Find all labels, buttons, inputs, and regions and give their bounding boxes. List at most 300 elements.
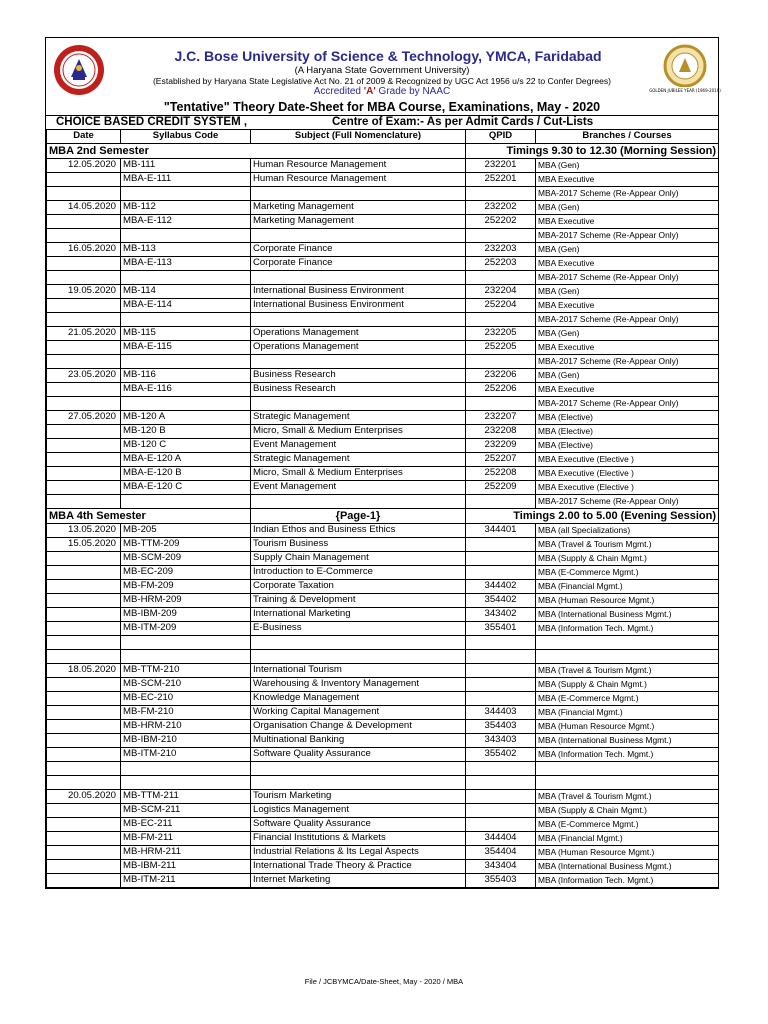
branch: MBA-2017 Scheme (Re-Appear Only) (536, 313, 719, 327)
qpid: 232203 (466, 243, 536, 257)
syllabus-code (121, 229, 251, 243)
syllabus-code: MB-HRM-211 (121, 846, 251, 860)
exam-date: 21.05.2020 (47, 327, 121, 341)
exam-date (47, 425, 121, 439)
subject: International Business Environment (251, 299, 466, 313)
establishment-note: (Established by Haryana State Legislative Act No. 21 of 2009 & Recognized by UGC Act 1956 u/s 22 to Confer Degrees) (152, 76, 612, 86)
branch: MBA (Gen) (536, 327, 719, 341)
qpid: 355403 (466, 874, 536, 888)
syllabus-code: MB-HRM-209 (121, 594, 251, 608)
subject: Event Management (251, 481, 466, 495)
branch: MBA-2017 Scheme (Re-Appear Only) (536, 187, 719, 201)
qpid (466, 187, 536, 201)
qpid: 232201 (466, 159, 536, 173)
branch: MBA (E-Commerce Mgmt.) (536, 818, 719, 832)
branch: MBA (Information Tech. Mgmt.) (536, 874, 719, 888)
semester-2-timing: Timings 9.30 to 12.30 (Morning Session) (466, 144, 719, 159)
branch: MBA (Human Resource Mgmt.) (536, 720, 719, 734)
qpid: 355402 (466, 748, 536, 762)
qpid (466, 790, 536, 804)
syllabus-code: MB-TTM-209 (121, 538, 251, 552)
qpid (466, 397, 536, 411)
col-branches: Branches / Courses (536, 130, 719, 144)
syllabus-code: MB-111 (121, 159, 251, 173)
table-row (47, 215, 719, 229)
table-row (47, 383, 719, 397)
branch: MBA Executive (Elective ) (536, 467, 719, 481)
branch: MBA (Financial Mgmt.) (536, 832, 719, 846)
qpid: 252207 (466, 453, 536, 467)
table-row (47, 425, 719, 439)
subject: Introduction to E-Commerce (251, 566, 466, 580)
exam-date (47, 874, 121, 888)
qpid: 252201 (466, 173, 536, 187)
semester-4-heading (47, 509, 719, 524)
qpid: 252208 (466, 467, 536, 481)
qpid (466, 495, 536, 509)
exam-date (47, 748, 121, 762)
file-footer: File / JCBYMCA/Date-Sheet, May - 2020 / MBA (304, 977, 464, 986)
qpid: 344402 (466, 580, 536, 594)
qpid: 343403 (466, 734, 536, 748)
exam-date (47, 734, 121, 748)
qpid: 232206 (466, 369, 536, 383)
syllabus-code: MBA-E-113 (121, 257, 251, 271)
branch (536, 650, 719, 664)
subject: E-Business (251, 622, 466, 636)
table-row (47, 678, 719, 692)
exam-date: 19.05.2020 (47, 285, 121, 299)
syllabus-code: MB-SCM-211 (121, 804, 251, 818)
subject: Operations Management (251, 327, 466, 341)
subject: Corporate Taxation (251, 580, 466, 594)
subject (251, 271, 466, 285)
qpid (466, 678, 536, 692)
exam-date (47, 313, 121, 327)
subject: Knowledge Management (251, 692, 466, 706)
table-row (47, 257, 719, 271)
semester-4-timing: Timings 2.00 to 5.00 (Evening Session) (466, 509, 719, 524)
exam-date: 14.05.2020 (47, 201, 121, 215)
branch: MBA-2017 Scheme (Re-Appear Only) (536, 355, 719, 369)
exam-date (47, 650, 121, 664)
schedule-table (46, 129, 719, 888)
exam-date (47, 495, 121, 509)
branch: MBA (International Business Mgmt.) (536, 734, 719, 748)
subject: Operations Management (251, 341, 466, 355)
table-row (47, 397, 719, 411)
syllabus-code: MB-205 (121, 524, 251, 538)
syllabus-code: MB-EC-209 (121, 566, 251, 580)
qpid: 354404 (466, 846, 536, 860)
branch: MBA (Supply & Chain Mgmt.) (536, 552, 719, 566)
subject: Software Quality Assurance (251, 748, 466, 762)
table-row (47, 341, 719, 355)
qpid: 232205 (466, 327, 536, 341)
branch: MBA Executive (536, 173, 719, 187)
qpid: 354402 (466, 594, 536, 608)
col-subject: Subject (Full Nomenclature) (251, 130, 466, 144)
syllabus-code: MB-113 (121, 243, 251, 257)
table-row (47, 453, 719, 467)
branch: MBA (Travel & Tourism Mgmt.) (536, 664, 719, 678)
table-row (47, 229, 719, 243)
subject: Supply Chain Management (251, 552, 466, 566)
syllabus-code (121, 355, 251, 369)
subject: International Business Environment (251, 285, 466, 299)
branch: MBA (Information Tech. Mgmt.) (536, 748, 719, 762)
syllabus-code: MB-TTM-210 (121, 664, 251, 678)
subject (251, 313, 466, 327)
subject: Corporate Finance (251, 243, 466, 257)
syllabus-code: MB-120 C (121, 439, 251, 453)
subject: Strategic Management (251, 411, 466, 425)
branch: MBA (Financial Mgmt.) (536, 706, 719, 720)
exam-date (47, 341, 121, 355)
exam-date (47, 622, 121, 636)
branch: MBA (Travel & Tourism Mgmt.) (536, 790, 719, 804)
semester-2-heading (47, 144, 719, 159)
syllabus-code: MB-SCM-210 (121, 678, 251, 692)
table-row (47, 271, 719, 285)
syllabus-code: MB-116 (121, 369, 251, 383)
table-row (47, 594, 719, 608)
subject: Warehousing & Inventory Management (251, 678, 466, 692)
table-row (47, 636, 719, 650)
table-row (47, 580, 719, 594)
syllabus-code: MBA-E-111 (121, 173, 251, 187)
subject (251, 397, 466, 411)
exam-centre-label: Centre of Exam:- As per Admit Cards / Cut-Lists (332, 116, 594, 128)
university-name: J.C. Bose University of Science & Technology, YMCA, Faridabad (174, 48, 602, 64)
page-number: {Page-1} (251, 509, 466, 524)
syllabus-code: MB-SCM-209 (121, 552, 251, 566)
exam-date (47, 187, 121, 201)
table-row (47, 495, 719, 509)
branch: MBA (Gen) (536, 369, 719, 383)
table-row (47, 734, 719, 748)
cbcs-label: CHOICE BASED CREDIT SYSTEM , (56, 116, 248, 128)
subject: Business Research (251, 383, 466, 397)
exam-date (47, 860, 121, 874)
subject: Human Resource Management (251, 159, 466, 173)
table-row (47, 524, 719, 538)
subject (251, 495, 466, 509)
qpid (466, 271, 536, 285)
branch: MBA (Gen) (536, 285, 719, 299)
qpid: 344401 (466, 524, 536, 538)
subject: Organisation Change & Development (251, 720, 466, 734)
exam-date (47, 229, 121, 243)
syllabus-code: MB-112 (121, 201, 251, 215)
syllabus-code: MB-FM-209 (121, 580, 251, 594)
branch: MBA Executive (536, 299, 719, 313)
exam-date (47, 692, 121, 706)
exam-date (47, 397, 121, 411)
exam-date (47, 818, 121, 832)
qpid: 232208 (466, 425, 536, 439)
syllabus-code (121, 397, 251, 411)
syllabus-code: MBA-E-114 (121, 299, 251, 313)
exam-date (47, 762, 121, 776)
syllabus-code: MB-FM-211 (121, 832, 251, 846)
branch: MBA-2017 Scheme (Re-Appear Only) (536, 229, 719, 243)
university-subtitle: (A Haryana State Government University) (294, 65, 470, 76)
exam-date (47, 439, 121, 453)
branch: MBA-2017 Scheme (Re-Appear Only) (536, 271, 719, 285)
exam-date (47, 608, 121, 622)
table-row (47, 538, 719, 552)
exam-date (47, 552, 121, 566)
table-row (47, 818, 719, 832)
subject (251, 229, 466, 243)
table-row (47, 860, 719, 874)
subject: International Marketing (251, 608, 466, 622)
syllabus-code (121, 313, 251, 327)
qpid: 252204 (466, 299, 536, 313)
qpid (466, 355, 536, 369)
table-row (47, 369, 719, 383)
subject: Indian Ethos and Business Ethics (251, 524, 466, 538)
syllabus-code: MB-114 (121, 285, 251, 299)
branch: MBA Executive (Elective ) (536, 481, 719, 495)
exam-date (47, 481, 121, 495)
syllabus-code: MB-HRM-210 (121, 720, 251, 734)
qpid: 232209 (466, 439, 536, 453)
branch (536, 636, 719, 650)
qpid: 344403 (466, 706, 536, 720)
syllabus-code: MB-EC-211 (121, 818, 251, 832)
subject (251, 187, 466, 201)
branch: MBA Executive (536, 215, 719, 229)
qpid (466, 229, 536, 243)
exam-date: 18.05.2020 (47, 664, 121, 678)
table-row (47, 832, 719, 846)
col-qpid: QPID (466, 130, 536, 144)
qpid (466, 650, 536, 664)
exam-date: 23.05.2020 (47, 369, 121, 383)
syllabus-code: MB-115 (121, 327, 251, 341)
exam-date (47, 173, 121, 187)
table-row (47, 313, 719, 327)
syllabus-code (121, 776, 251, 790)
syllabus-code: MB-ITM-209 (121, 622, 251, 636)
syllabus-code: MB-TTM-211 (121, 790, 251, 804)
qpid: 343404 (466, 860, 536, 874)
table-row (47, 692, 719, 706)
branch: MBA Executive (536, 341, 719, 355)
exam-date: 16.05.2020 (47, 243, 121, 257)
subject: Micro, Small & Medium Enterprises (251, 425, 466, 439)
exam-date: 20.05.2020 (47, 790, 121, 804)
qpid: 252202 (466, 215, 536, 229)
exam-date (47, 215, 121, 229)
exam-date (47, 271, 121, 285)
subject: Working Capital Management (251, 706, 466, 720)
table-row (47, 706, 719, 720)
subject: Marketing Management (251, 215, 466, 229)
branch: MBA (International Business Mgmt.) (536, 608, 719, 622)
syllabus-code (121, 271, 251, 285)
branch: MBA (Financial Mgmt.) (536, 580, 719, 594)
qpid: 252206 (466, 383, 536, 397)
qpid (466, 538, 536, 552)
table-row (47, 439, 719, 453)
syllabus-code: MB-120 B (121, 425, 251, 439)
subject: Human Resource Management (251, 173, 466, 187)
qpid (466, 692, 536, 706)
qpid: 252203 (466, 257, 536, 271)
branch: MBA (Human Resource Mgmt.) (536, 594, 719, 608)
date-sheet (45, 37, 719, 889)
table-row (47, 552, 719, 566)
exam-date (47, 299, 121, 313)
syllabus-code: MB-IBM-210 (121, 734, 251, 748)
subject: Event Management (251, 439, 466, 453)
table-row (47, 874, 719, 888)
qpid (466, 636, 536, 650)
qpid: 232204 (466, 285, 536, 299)
qpid (466, 664, 536, 678)
subject (251, 650, 466, 664)
qpid (466, 566, 536, 580)
exam-date (47, 720, 121, 734)
table-row (47, 173, 719, 187)
col-syllabus-code: Syllabus Code (121, 130, 251, 144)
exam-date (47, 453, 121, 467)
col-date: Date (47, 130, 121, 144)
syllabus-code (121, 762, 251, 776)
branch: MBA (Information Tech. Mgmt.) (536, 622, 719, 636)
branch: MBA (all Specializations) (536, 524, 719, 538)
table-row (47, 201, 719, 215)
syllabus-code (121, 187, 251, 201)
table-row (47, 299, 719, 313)
syllabus-code: MBA-E-120 A (121, 453, 251, 467)
exam-date (47, 383, 121, 397)
branch: MBA (E-Commerce Mgmt.) (536, 566, 719, 580)
exam-date (47, 776, 121, 790)
subject: Industrial Relations & Its Legal Aspects (251, 846, 466, 860)
table-row (47, 664, 719, 678)
table-row (47, 243, 719, 257)
subject: Corporate Finance (251, 257, 466, 271)
exam-date (47, 846, 121, 860)
table-row (47, 762, 719, 776)
page-title: "Tentative" Theory Date-Sheet for MBA Course, Examinations, May - 2020 (163, 100, 601, 114)
subject (251, 355, 466, 369)
syllabus-code: MB-FM-210 (121, 706, 251, 720)
exam-date (47, 678, 121, 692)
qpid: 344404 (466, 832, 536, 846)
branch (536, 776, 719, 790)
table-row (47, 187, 719, 201)
subject: International Trade Theory & Practice (251, 860, 466, 874)
exam-date (47, 355, 121, 369)
qpid (466, 762, 536, 776)
branch: MBA (Elective) (536, 411, 719, 425)
table-row (47, 481, 719, 495)
branch: MBA-2017 Scheme (Re-Appear Only) (536, 397, 719, 411)
exam-date (47, 636, 121, 650)
table-row (47, 327, 719, 341)
exam-date (47, 594, 121, 608)
branch: MBA (Gen) (536, 243, 719, 257)
table-row (47, 159, 719, 173)
qpid: 252205 (466, 341, 536, 355)
branch: MBA (Supply & Chain Mgmt.) (536, 678, 719, 692)
syllabus-code: MB-EC-210 (121, 692, 251, 706)
exam-date (47, 467, 121, 481)
syllabus-code: MBA-E-120 C (121, 481, 251, 495)
qpid (466, 804, 536, 818)
table-row (47, 748, 719, 762)
branch: MBA-2017 Scheme (Re-Appear Only) (536, 495, 719, 509)
subject: Training & Development (251, 594, 466, 608)
semester-2-label: MBA 2nd Semester (47, 144, 466, 159)
exam-date (47, 257, 121, 271)
branch: MBA (Human Resource Mgmt.) (536, 846, 719, 860)
syllabus-code: MBA-E-116 (121, 383, 251, 397)
syllabus-code: MBA-E-112 (121, 215, 251, 229)
branch: MBA Executive (536, 257, 719, 271)
subject: Micro, Small & Medium Enterprises (251, 467, 466, 481)
table-row (47, 790, 719, 804)
branch: MBA (E-Commerce Mgmt.) (536, 692, 719, 706)
table-row (47, 467, 719, 481)
subject (251, 762, 466, 776)
exam-date (47, 706, 121, 720)
exam-date (47, 832, 121, 846)
syllabus-code: MBA-E-115 (121, 341, 251, 355)
qpid: 252209 (466, 481, 536, 495)
syllabus-code: MBA-E-120 B (121, 467, 251, 481)
subject: Logistics Management (251, 804, 466, 818)
branch: MBA (Gen) (536, 159, 719, 173)
subject: Internet Marketing (251, 874, 466, 888)
branch: MBA (Gen) (536, 201, 719, 215)
exam-date: 15.05.2020 (47, 538, 121, 552)
syllabus-code: MB-120 A (121, 411, 251, 425)
subject (251, 776, 466, 790)
subject: Marketing Management (251, 201, 466, 215)
table-row (47, 776, 719, 790)
column-header-row (47, 130, 719, 144)
table-row (47, 608, 719, 622)
qpid (466, 552, 536, 566)
exam-date: 27.05.2020 (47, 411, 121, 425)
table-row (47, 355, 719, 369)
subject: International Tourism (251, 664, 466, 678)
qpid: 232202 (466, 201, 536, 215)
syllabus-code: MB-IBM-209 (121, 608, 251, 622)
qpid: 232207 (466, 411, 536, 425)
table-row (47, 566, 719, 580)
branch: MBA Executive (536, 383, 719, 397)
subject (251, 636, 466, 650)
exam-date (47, 804, 121, 818)
table-row (47, 846, 719, 860)
qpid (466, 818, 536, 832)
qpid (466, 313, 536, 327)
syllabus-code: MB-ITM-211 (121, 874, 251, 888)
syllabus-code: MB-ITM-210 (121, 748, 251, 762)
accreditation: Accredited 'A' Grade by NAAC (313, 86, 451, 97)
syllabus-code (121, 650, 251, 664)
syllabus-code (121, 495, 251, 509)
exam-date: 13.05.2020 (47, 524, 121, 538)
semester-4-label: MBA 4th Semester (47, 509, 251, 524)
